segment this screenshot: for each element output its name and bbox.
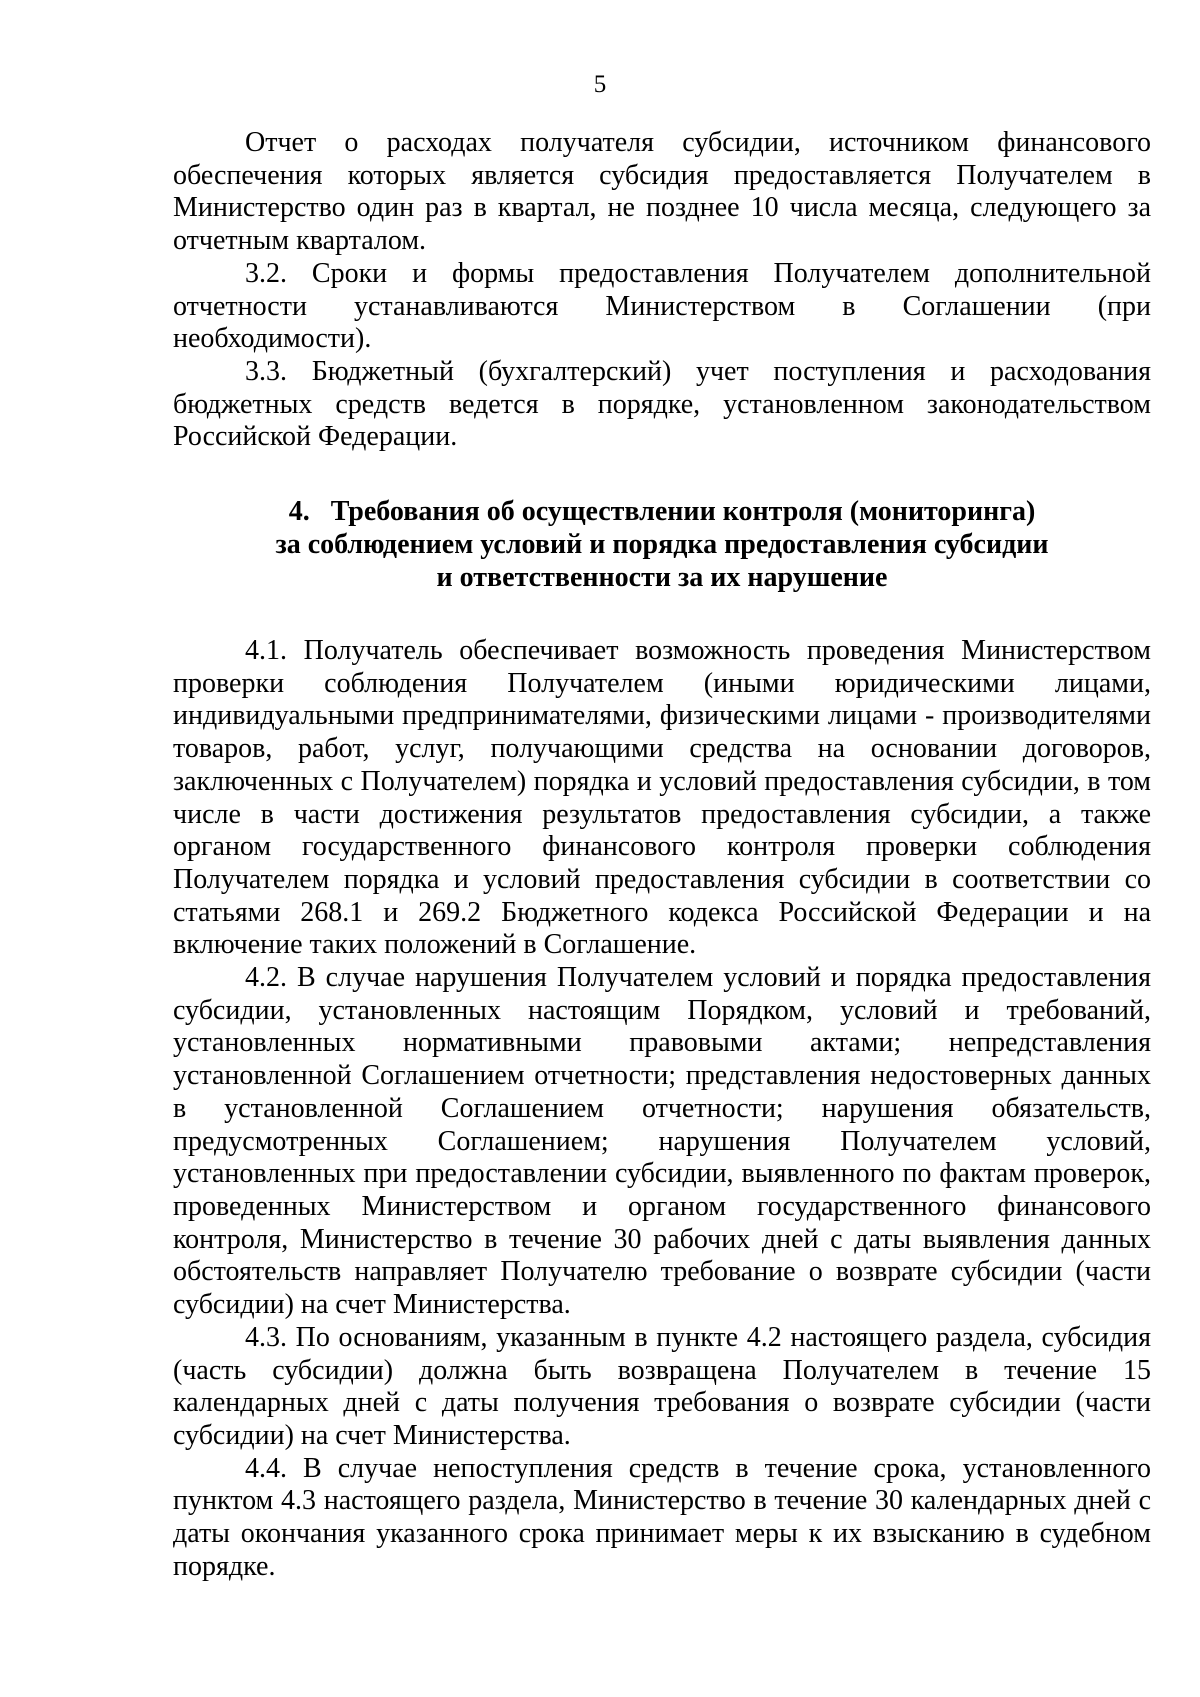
paragraph-number: 3.3. (245, 355, 287, 387)
heading-line-2: за соблюдением условий и порядка предоставления субсидии (275, 529, 1049, 561)
paragraph-3-2 (173, 258, 1151, 356)
page-number: 5 (593, 71, 607, 98)
paragraph-3-3 (173, 356, 1151, 454)
paragraph-number: 4.4. (245, 1452, 287, 1484)
paragraph-4-3 (173, 1322, 1151, 1453)
document-body (173, 127, 1151, 1583)
paragraph-text: Бюджетный (бухгалтерский) учет поступления и расходования бюджетных средств ведется в порядке, установленном законодательством Российской Федерации. (173, 355, 1151, 453)
paragraph-number: 4.1. (245, 635, 287, 667)
heading-line-1: 4. Требования об осуществлении контроля (мониторинга) (288, 496, 1036, 528)
paragraph-number: 3.2. (245, 257, 287, 289)
intro-paragraph: Отчет о расходах получателя субсидии, источником финансового обеспечения которых является субсидия предоставляется Получателем в Министерство один раз в квартал, не позднее 10 числа месяца, следующего за отчетным кварталом. (173, 127, 1151, 257)
paragraph-number: 4.3. (245, 1321, 287, 1353)
paragraph-text: По основаниям, указанным в пункте 4.2 настоящего раздела, субсидия (часть субсидии) должна быть возвращена Получателем в течение 15 календарных дней с даты получения требования о возврате субсидии (части субсидии) на счет Министерства. (173, 1321, 1152, 1451)
paragraph-4-4 (173, 1453, 1151, 1584)
paragraph-text: Получатель обеспечивает возможность проведения Министерством проверки соблюдения Получателем (иными юридическими лицами, индивидуальными предпринимателями, физическими лицами - производителями товаров, работ, услуг, получающими средства на основании договоров, заключенных с Получателем) порядка и условий предоставления субсидии, в том числе в части достижения результатов предоставления субсидии, а также органом государственного финансового контроля проверки соблюдения Получателем порядка и условий предоставления субсидии в соответствии со статьями 268.1 и 269.2 Бюджетного кодекса Российской Федерации и на включение таких положений в Соглашение. (173, 635, 1151, 961)
paragraph-text: В случае непоступления средств в течение срока, установленного пунктом 4.3 настоящего раздела, Министерство в течение 30 календарных дней с даты окончания указанного срока принимает меры к их взысканию в судебном порядке. (173, 1452, 1152, 1582)
paragraph-4-1 (173, 635, 1151, 962)
heading-line-3: и ответственности за их нарушение (436, 562, 888, 594)
paragraph-text: Сроки и формы предоставления Получателем дополнительной отчетности устанавливаются Министерством в Соглашении (при необходимости). (173, 257, 1151, 355)
paragraph-4-2 (173, 962, 1151, 1322)
paragraph-text: В случае нарушения Получателем условий и порядка предоставления субсидии, установленных настоящим Порядком, условий и требований, установленных нормативными правовыми актами; непредставления установленной Соглашением отчетности; представления недостоверных данных в установленной Соглашением отчетности; нарушения обязательств, предусмотренных Соглашением; нарушения Получателем условий, установленных при предоставлении субсидии, выявленного по фактам проверок, проведенных Министерством и органом государственного финансового контроля, Министерство в течение 30 рабочих дней с даты выявления данных обстоятельств направляет Получателю требование о возврате субсидии (части субсидии) на счет Министерства. (173, 962, 1151, 1321)
section-4-heading (173, 495, 1151, 594)
paragraph-number: 4.2. (245, 962, 287, 994)
